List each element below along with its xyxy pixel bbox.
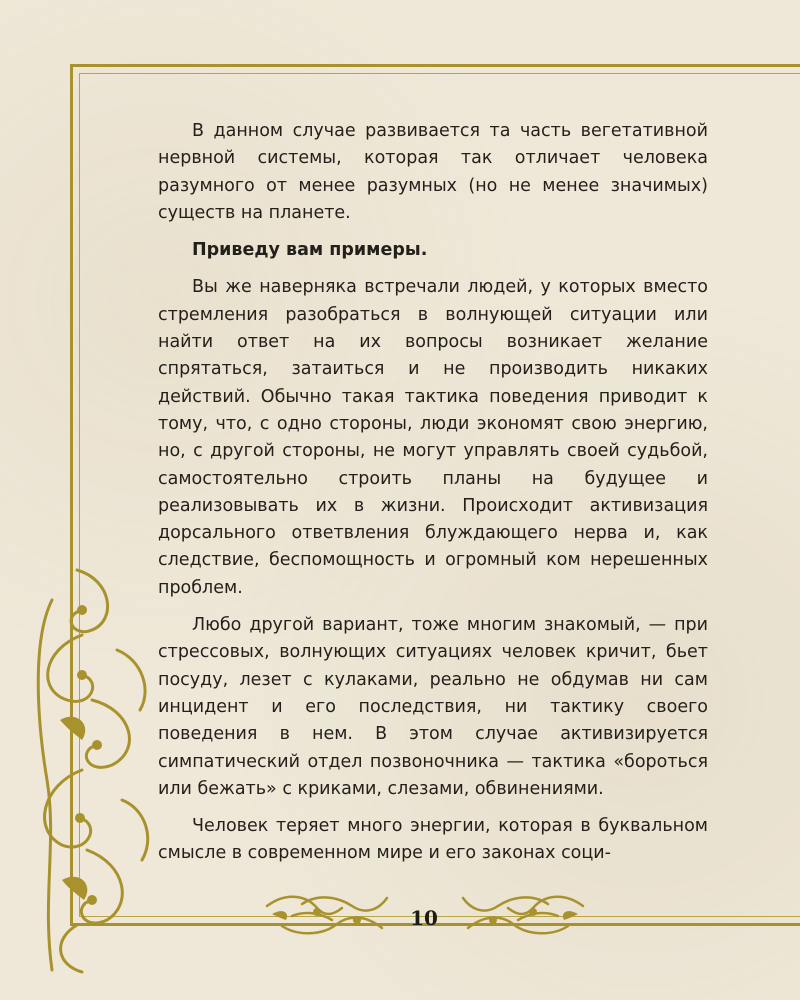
winged-scroll-ornament-left-icon: [262, 886, 392, 942]
paragraph-1: В данном случае развивается та часть вегетативной нервной системы, которая так отличает человека разумного от менее разумных (но не менее значимых) существ на планете.: [158, 121, 708, 223]
paragraph-2-bold: Приведу вам примеры.: [192, 240, 428, 261]
paragraph-5: Человек теряет много энергии, которая в буквальном смысле в современном мире и его законах соци-: [158, 816, 708, 864]
page-number: 10: [410, 906, 438, 930]
baroque-scroll-ornament-icon: [22, 560, 162, 980]
winged-scroll-ornament-right-icon: [458, 886, 588, 942]
paragraph-4: Любо другой вариант, тоже многим знакомый, — при стрессовых, волнующих ситуациях человек кричит, бьет посуду, лезет с кулаками, реально не обдумав ни сам инцидент и его последствия, ни тактику своего поведения в нем. В этом случае активизируется симпатический отдел позвоночника — тактика «бороться или бежать» с криками, слезами, обвинениями.: [158, 615, 708, 799]
paragraph-3: Вы же наверняка встречали людей, у которых вместо стремления разобраться в волнующей ситуации или найти ответ на их вопросы возникает желание спрятаться, затаиться и не производить никаких действий. Обычно такая тактика поведения приводит к тому, что, с одно стороны, люди экономят свою энергию, но, с другой стороны, не могут управлять своей судьбой, самостоятельно строить планы на будущее и реализовывать их в жизни. Происходит активизация дорсального ответвления блуждающего нерва и, как следствие, беспомощность и огромный ком нерешенных проблем.: [158, 277, 708, 598]
body-text: [158, 118, 708, 868]
